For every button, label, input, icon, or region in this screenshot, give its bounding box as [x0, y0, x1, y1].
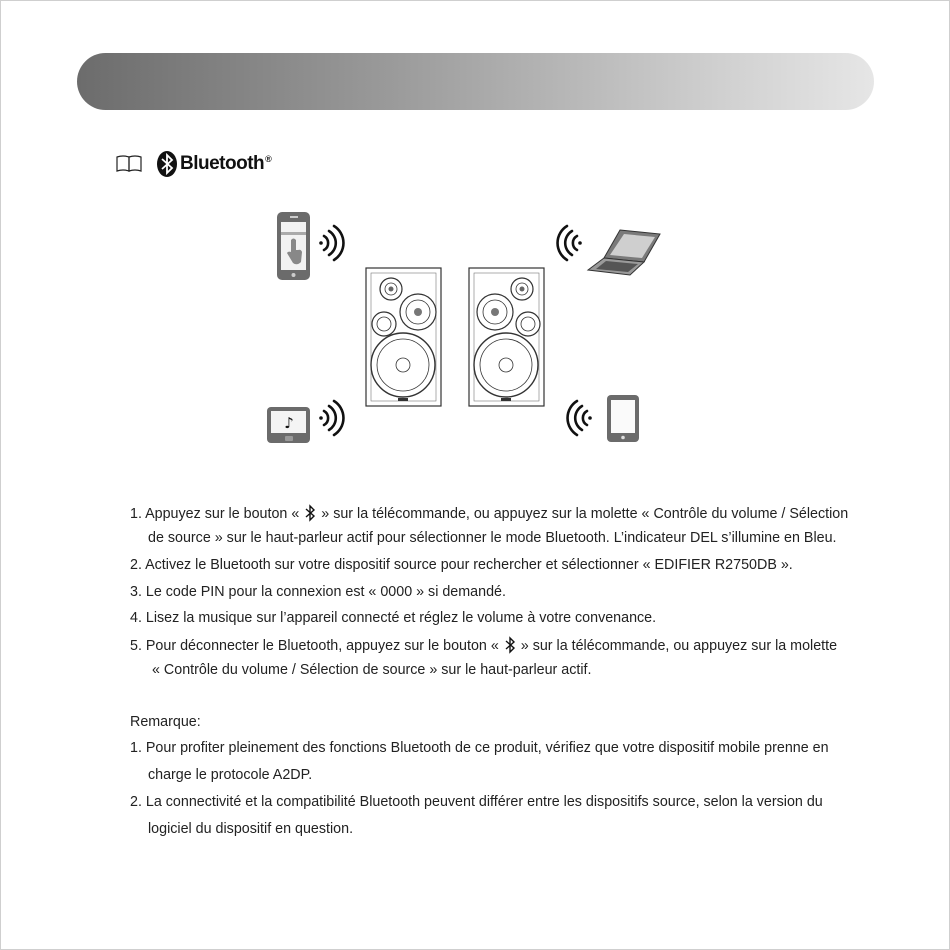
wireless-waves-icon [319, 226, 343, 260]
bluetooth-label: Bluetooth® [180, 153, 272, 174]
registered-mark: ® [265, 153, 272, 164]
step-5-text-a: 5. Pour déconnecter le Bluetooth, appuyez sur le bouton « [130, 638, 499, 654]
step-2: 2. Activez le Bluetooth sur votre dispositif source pour rechercher et sélectionner « EDIFIER R2750DB ». [130, 557, 793, 573]
right-speaker [469, 268, 544, 406]
left-speaker [366, 268, 441, 406]
wireless-waves-icon [319, 401, 343, 435]
wireless-waves-icon [568, 401, 592, 435]
smartphone-icon [277, 212, 310, 280]
step-5-text-b: » sur la télécommande, ou appuyez sur la molette [520, 638, 838, 654]
step-1-line-1 [130, 504, 848, 522]
step-1-text-b: » sur la télécommande, ou appuyez sur la molette « Contrôle du volume / Sélection [321, 506, 849, 522]
step-4: 4. Lisez la musique sur l’appareil connecté et réglez le volume à votre convenance. [130, 610, 657, 626]
remark-2-line-2: logiciel du dispositif en question. [148, 821, 354, 837]
remark-heading: Remarque: [130, 714, 201, 730]
wireless-waves-icon [558, 226, 582, 260]
remark-2-line-1: 2. La connectivité et la compatibilité Bluetooth peuvent différer entre les dispositifs source, selon la version du [130, 794, 823, 810]
step-1-line-2: de source » sur le haut-parleur actif pour sélectionner le mode Bluetooth. L’indicateur DEL s’illumine en Bleu. [148, 530, 837, 546]
step-5-line-2: « Contrôle du volume / Sélection de source » sur le haut-parleur actif. [152, 662, 592, 678]
tablet-icon [607, 395, 639, 442]
step-1-text-a: 1. Appuyez sur le bouton « [130, 506, 300, 522]
laptop-icon [588, 230, 660, 275]
bluetooth-button-icon [304, 504, 316, 522]
remark-1-line-1: 1. Pour profiter pleinement des fonctions Bluetooth de ce produit, vérifiez que votre dispositif mobile prenne en [130, 740, 829, 756]
step-3: 3. Le code PIN pour la connexion est « 0000 » si demandé. [130, 584, 506, 600]
step-5-line-1 [130, 636, 837, 654]
music-note-icon: ♪ [284, 414, 294, 432]
music-player-icon [267, 407, 310, 443]
remark-1-line-2: charge le protocole A2DP. [148, 767, 313, 783]
bluetooth-button-icon [504, 636, 516, 654]
